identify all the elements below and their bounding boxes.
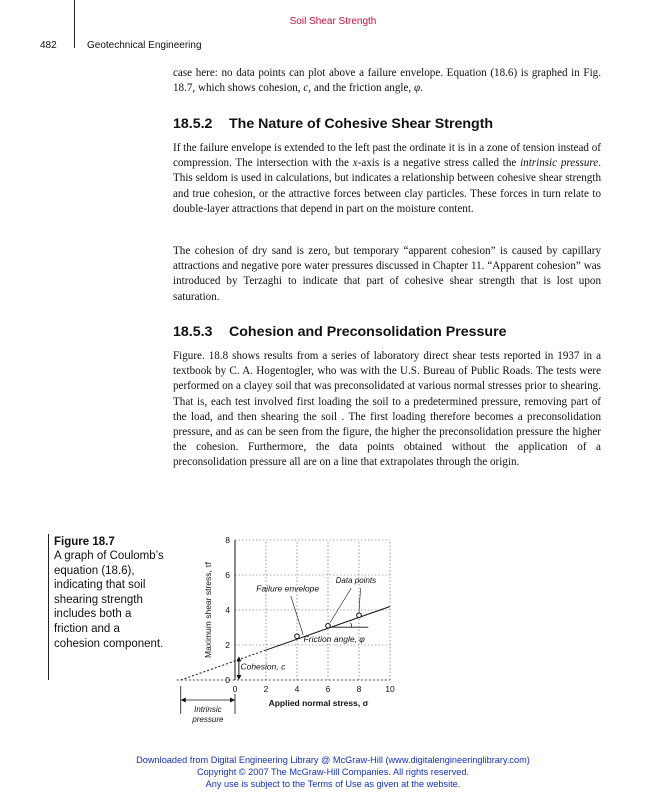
paragraph-text: If the failure envelope is extended to the left past the ordinate it is in a zone of tension instead of compression. The intersection with the <box>173 142 601 170</box>
chart-grid <box>235 540 390 680</box>
symbol-c: c <box>303 82 309 95</box>
y-tick-label: 2 <box>225 640 230 650</box>
friction-angle-arc <box>350 624 351 628</box>
y-tick-label: 8 <box>225 535 230 545</box>
intrinsic-label-line1: Intrinsic <box>194 705 222 714</box>
x-tick-label: 8 <box>356 684 362 694</box>
data-point <box>357 613 362 618</box>
section-number: 18.5.3 <box>173 324 213 340</box>
x-tick-label: 10 <box>385 684 395 694</box>
section-2-paragraph-1: Figure. 18.8 shows results from a series of laboratory direct shear tests reported in 1937 in a textbook by C. A. Hogentogler, who was with the U.S. Bureau of Public Roads. The tests were performed on a clayey soil that was preconsolidated at various normal stresses prior to shearing. That is, each test involved first loading the soil to a predetermined pressure, removing part of the load, and then shearing the soil . The first loading therefore becomes a preconsolidation pressure, and as can be seen from the figure, the higher the preconsolidation pressure the higher the cohesion. Furthermore, the data points obtained without the application of a preconsolidation pressure all are on a line that extrapolates through the origin. <box>173 350 601 469</box>
friction-angle-label: Friction angle, φ <box>303 634 365 645</box>
y-tick-label: 0 <box>225 675 230 685</box>
y-tick-label: 6 <box>225 570 230 580</box>
data-point <box>326 623 331 628</box>
intro-text: case here: no data points can plot above a failure envelope. Equation (18.6) is graphed in Fig. 18.7, which shows cohesion, <box>173 67 601 95</box>
section-title: Cohesion and Preconsolidation Pressure <box>229 324 507 340</box>
intrinsic-arrowhead-left <box>181 698 186 703</box>
cohesion-label: Cohesion, c <box>240 661 286 672</box>
caption-rule <box>48 534 49 680</box>
y-tick-label: 4 <box>225 605 230 615</box>
x-axis-title: Applied normal stress, σ <box>268 698 369 708</box>
page-number: 482 <box>40 40 57 51</box>
intrinsic-pressure-term: intrinsic pressure <box>520 157 599 170</box>
figure-caption: A graph of Coulomb’s equation (18.6), indicating that soil shearing strength includes both a friction and a cohesion component. <box>54 550 164 650</box>
data-point <box>295 634 300 639</box>
intro-paragraph <box>173 66 601 96</box>
x-tick-label: 4 <box>294 684 300 694</box>
book-title: Geotechnical Engineering <box>87 40 202 51</box>
paragraph-text: -axis is a negative stress called the <box>357 157 521 170</box>
header-rule <box>74 0 75 48</box>
footer-copyright-line: Copyright © 2007 The McGraw-Hill Companies. All rights reserved. <box>196 767 470 777</box>
section-heading-18-5-2 <box>173 116 493 132</box>
section-heading-18-5-3 <box>173 324 507 340</box>
section-title: The Nature of Cohesive Shear Strength <box>229 116 494 132</box>
intro-text: , and the friction angle, <box>308 82 414 95</box>
figure-label: Figure 18.7 <box>54 536 115 548</box>
running-head: Soil Shear Strength <box>289 16 377 27</box>
footer <box>0 754 666 790</box>
footer-terms-line[interactable]: Any use is subject to the Terms of Use as given at the website. <box>205 779 461 789</box>
cohesion-arrowhead-bottom <box>236 675 241 680</box>
intrinsic-label-line2: pressure <box>192 715 224 724</box>
symbol-phi: φ <box>413 82 421 95</box>
axis-symbol: x <box>352 157 358 170</box>
section-number: 18.5.2 <box>173 116 213 132</box>
section-1-paragraph-1 <box>173 141 601 217</box>
intrinsic-arrowhead-right <box>230 698 235 703</box>
section-1-paragraph-2: The cohesion of dry sand is zero, but temporary “apparent cohesion” is caused by capillary attractions and negative pore water pressures discussed in Chapter 11. “Apparent cohesion” was introduced by Terzaghi to indicate that part of cohesive shear strength that is lost upon saturation. <box>173 245 601 303</box>
footer-download-line[interactable]: Downloaded from Digital Engineering Library @ McGraw-Hill (www.digitalengineeringlibrary.com) <box>136 755 530 765</box>
failure-envelope-label: Failure envelope <box>256 583 320 594</box>
y-axis-title: Maximum shear stress, τf <box>203 562 213 658</box>
coulomb-chart <box>168 526 408 731</box>
data-points-leader <box>330 588 351 623</box>
data-points-label: Data points <box>335 575 377 585</box>
x-tick-label: 2 <box>263 684 269 694</box>
x-tick-label: 0 <box>232 684 238 694</box>
x-tick-label: 6 <box>325 684 331 694</box>
intro-text: . <box>420 82 423 95</box>
paragraph-text: . This seldom is used in calculations, but indicates a relationship between cohesive shear strength and true cohesion, or the attractive forces between clay particles. These forces in turn relate to double-layer attractions that depend in part on the moisture content. <box>173 157 601 215</box>
